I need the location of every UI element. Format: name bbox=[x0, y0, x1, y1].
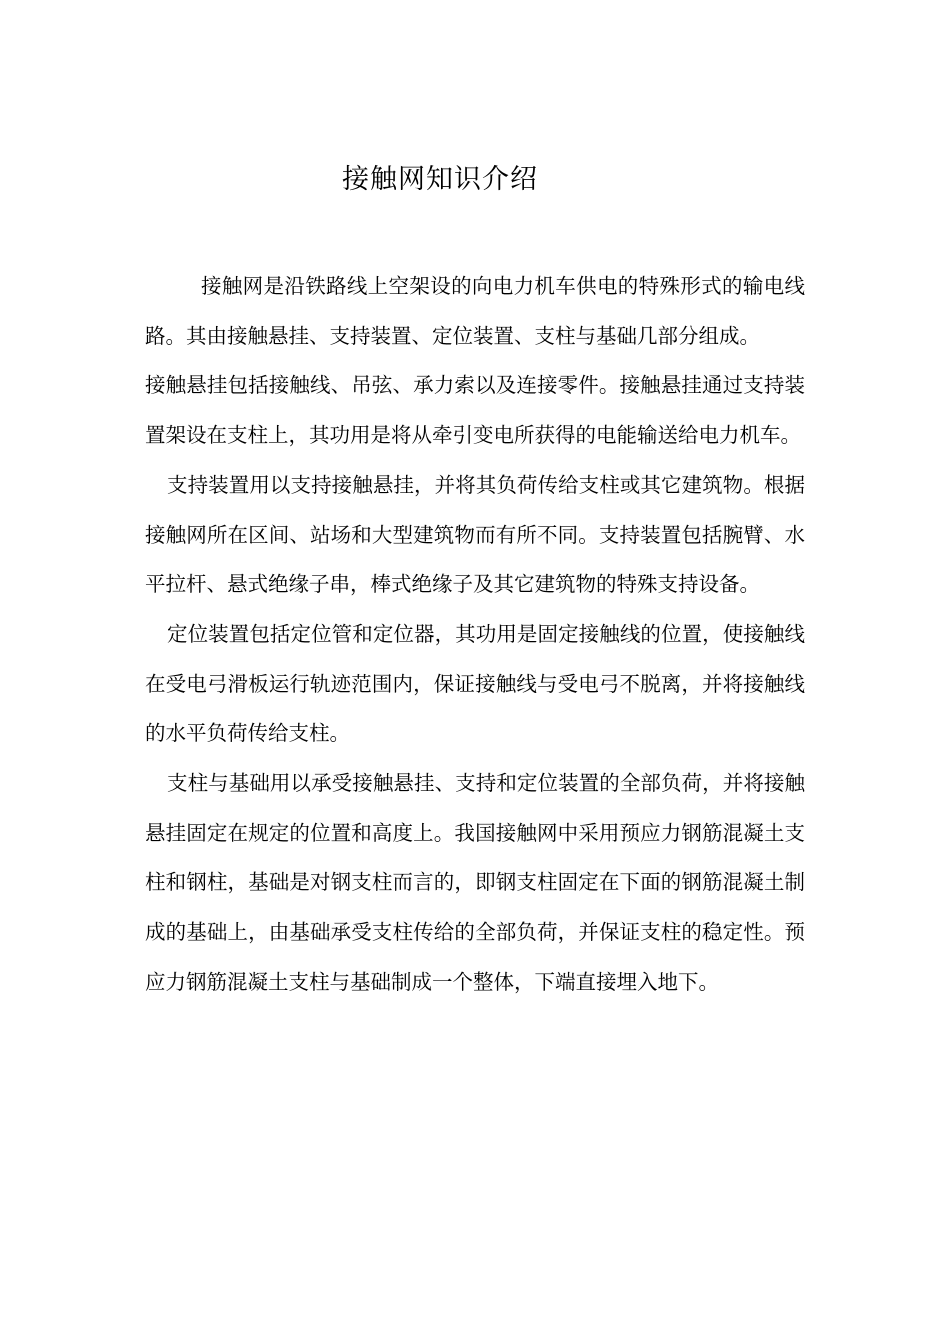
paragraph-overview: 接触网是沿铁路线上空架设的向电力机车供电的特殊形式的输电线路。其由接触悬挂、支持装置、定位装置、支柱与基础几部分组成。 bbox=[145, 274, 805, 348]
paragraph-catenary: 接触悬挂包括接触线、吊弦、承力索以及连接零件。接触悬挂通过支持装置架设在支柱上，其功用是将从牵引变电所获得的电能输送给电力机车。 bbox=[145, 373, 805, 448]
paragraph-positioning-device: 定位装置包括定位管和定位器，其功用是固定接触线的位置，使接触线在受电弓滑板运行轨迹范围内，保证接触线与受电弓不脱离，并将接触线的水平负荷传给支柱。 bbox=[145, 621, 805, 746]
document-title: 接触网知识介绍 bbox=[342, 164, 538, 195]
paragraph-pillar-foundation: 支柱与基础用以承受接触悬挂、支持和定位装置的全部负荷，并将接触悬挂固定在规定的位置和高度上。我国接触网中采用预应力钢筋混凝土支柱和钢柱，基础是对钢支柱而言的，即钢支柱固定在下面的钢筋混凝土制成的基础上，由基础承受支柱传给的全部负荷，并保证支柱的稳定性。预应力钢筋混凝土支柱与基础制成一个整体，下端直接埋入地下。 bbox=[145, 771, 805, 994]
paragraph-support-device: 支持装置用以支持接触悬挂，并将其负荷传给支柱或其它建筑物。根据接触网所在区间、站场和大型建筑物而有所不同。支持装置包括腕臂、水平拉杆、悬式绝缘子串，棒式绝缘子及其它建筑物的特殊支持设备。 bbox=[145, 472, 805, 597]
document-body bbox=[145, 262, 805, 1008]
